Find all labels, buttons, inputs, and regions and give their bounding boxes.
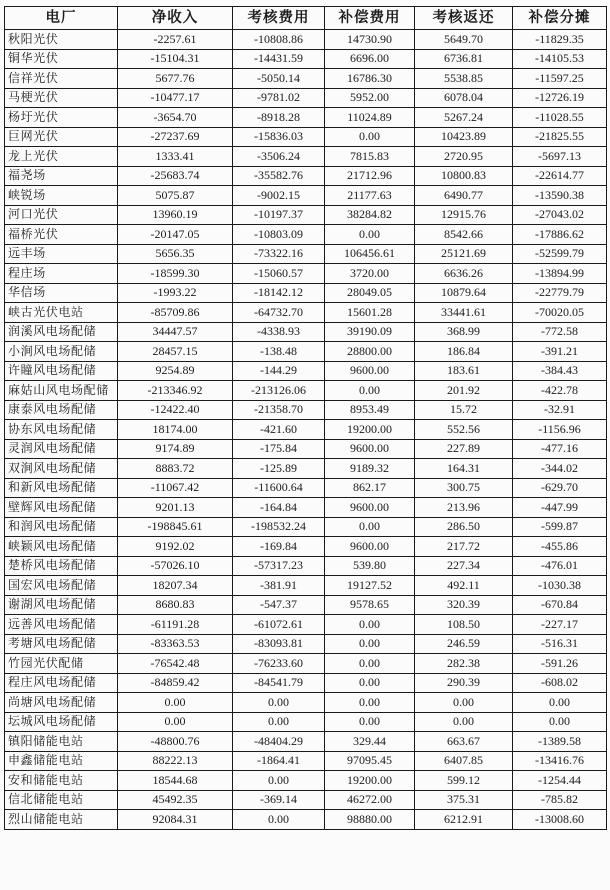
plant-name-cell: 尚塘风电场配储 — [5, 693, 118, 713]
table-row — [5, 30, 607, 50]
table-row — [5, 244, 607, 264]
value-cell-assessment-fee: -381.91 — [233, 576, 325, 596]
value-cell-net-income: 34447.57 — [118, 322, 233, 342]
value-cell-compensation-share: -516.31 — [513, 634, 607, 654]
value-cell-assessment-refund: 552.56 — [415, 420, 513, 440]
plant-name-cell: 坛城风电场配储 — [5, 712, 118, 732]
plant-name-cell: 竹园光伏配储 — [5, 654, 118, 674]
value-cell-assessment-refund: 201.92 — [415, 381, 513, 401]
table-row — [5, 342, 607, 362]
table-row — [5, 654, 607, 674]
value-cell-assessment-fee: -9781.02 — [233, 88, 325, 108]
value-cell-compensation-fee: 3720.00 — [325, 264, 415, 284]
value-cell-compensation-fee: 0.00 — [325, 225, 415, 245]
table-row — [5, 478, 607, 498]
value-cell-compensation-fee: 8953.49 — [325, 400, 415, 420]
value-cell-assessment-fee: 0.00 — [233, 810, 325, 830]
value-cell-assessment-refund: 164.31 — [415, 459, 513, 479]
col-header-compensation-fee: 补偿费用 — [325, 7, 415, 30]
value-cell-compensation-share: -1254.44 — [513, 771, 607, 791]
value-cell-compensation-fee: 21177.63 — [325, 186, 415, 206]
value-cell-compensation-fee: 0.00 — [325, 712, 415, 732]
value-cell-compensation-share: -785.82 — [513, 790, 607, 810]
plant-name-cell: 许瞳风电场配储 — [5, 361, 118, 381]
value-cell-net-income: -84859.42 — [118, 673, 233, 693]
value-cell-net-income: -1993.22 — [118, 283, 233, 303]
plant-name-cell: 双涧风电场配储 — [5, 459, 118, 479]
value-cell-compensation-share: -5697.13 — [513, 147, 607, 167]
value-cell-assessment-refund: 5649.70 — [415, 30, 513, 50]
value-cell-net-income: 5656.35 — [118, 244, 233, 264]
value-cell-assessment-fee: 0.00 — [233, 771, 325, 791]
table-row — [5, 771, 607, 791]
value-cell-assessment-refund: 6212.91 — [415, 810, 513, 830]
value-cell-assessment-fee: -3506.24 — [233, 147, 325, 167]
value-cell-assessment-refund: 6636.26 — [415, 264, 513, 284]
plant-name-cell: 峡古光伏电站 — [5, 303, 118, 323]
value-cell-net-income: 28457.15 — [118, 342, 233, 362]
table-header — [5, 7, 607, 30]
value-cell-assessment-fee: -15060.57 — [233, 264, 325, 284]
value-cell-compensation-fee: 9578.65 — [325, 595, 415, 615]
value-cell-assessment-fee: -61072.61 — [233, 615, 325, 635]
value-cell-assessment-fee: -1864.41 — [233, 751, 325, 771]
value-cell-assessment-refund: 217.72 — [415, 537, 513, 557]
plant-name-cell: 峡颖风电场配储 — [5, 537, 118, 557]
table-row — [5, 790, 607, 810]
value-cell-compensation-fee: 0.00 — [325, 517, 415, 537]
plant-name-cell: 福尧场 — [5, 166, 118, 186]
value-cell-assessment-refund: 10423.89 — [415, 127, 513, 147]
plant-name-cell: 楚桥风电场配储 — [5, 556, 118, 576]
value-cell-assessment-refund: 10800.83 — [415, 166, 513, 186]
value-cell-net-income: 92084.31 — [118, 810, 233, 830]
value-cell-compensation-fee: 15601.28 — [325, 303, 415, 323]
value-cell-net-income: -10477.17 — [118, 88, 233, 108]
value-cell-compensation-fee: 5952.00 — [325, 88, 415, 108]
value-cell-compensation-fee: 7815.83 — [325, 147, 415, 167]
plant-name-cell: 秋阳光伏 — [5, 30, 118, 50]
table-row — [5, 225, 607, 245]
value-cell-assessment-refund: 6407.85 — [415, 751, 513, 771]
plant-name-cell: 远丰场 — [5, 244, 118, 264]
value-cell-compensation-fee: 11024.89 — [325, 108, 415, 128]
value-cell-net-income: 13960.19 — [118, 205, 233, 225]
table-row — [5, 615, 607, 635]
plant-name-cell: 龙上光伏 — [5, 147, 118, 167]
table-row — [5, 693, 607, 713]
table-row — [5, 810, 607, 830]
value-cell-compensation-fee: 16786.30 — [325, 69, 415, 89]
value-cell-net-income: -2257.61 — [118, 30, 233, 50]
value-cell-net-income: -12422.40 — [118, 400, 233, 420]
value-cell-assessment-fee: -125.89 — [233, 459, 325, 479]
value-cell-net-income: 88222.13 — [118, 751, 233, 771]
plant-name-cell: 杨圩光伏 — [5, 108, 118, 128]
table-row — [5, 127, 607, 147]
value-cell-net-income: 9254.89 — [118, 361, 233, 381]
plant-name-cell: 信祥光伏 — [5, 69, 118, 89]
table-row — [5, 459, 607, 479]
value-cell-assessment-refund: 282.38 — [415, 654, 513, 674]
table-row — [5, 88, 607, 108]
plant-name-cell: 镇阳储能电站 — [5, 732, 118, 752]
value-cell-assessment-fee: -35582.76 — [233, 166, 325, 186]
plant-name-cell: 国宏风电场配储 — [5, 576, 118, 596]
value-cell-compensation-share: -22779.79 — [513, 283, 607, 303]
value-cell-assessment-refund: 320.39 — [415, 595, 513, 615]
value-cell-compensation-fee: 28049.05 — [325, 283, 415, 303]
value-cell-compensation-fee: 0.00 — [325, 615, 415, 635]
value-cell-compensation-share: -391.21 — [513, 342, 607, 362]
value-cell-compensation-share: -11028.55 — [513, 108, 607, 128]
value-cell-assessment-fee: -8918.28 — [233, 108, 325, 128]
value-cell-net-income: -61191.28 — [118, 615, 233, 635]
value-cell-compensation-share: -1389.58 — [513, 732, 607, 752]
table-row — [5, 322, 607, 342]
value-cell-compensation-share: -227.17 — [513, 615, 607, 635]
value-cell-net-income: 0.00 — [118, 693, 233, 713]
value-cell-assessment-refund: 183.61 — [415, 361, 513, 381]
value-cell-assessment-fee: -9002.15 — [233, 186, 325, 206]
value-cell-compensation-fee: 329.44 — [325, 732, 415, 752]
plant-name-cell: 福桥光伏 — [5, 225, 118, 245]
value-cell-assessment-refund: 368.99 — [415, 322, 513, 342]
value-cell-compensation-share: -629.70 — [513, 478, 607, 498]
value-cell-assessment-fee: -213126.06 — [233, 381, 325, 401]
value-cell-compensation-fee: 46272.00 — [325, 790, 415, 810]
value-cell-net-income: 45492.35 — [118, 790, 233, 810]
settlement-table — [4, 6, 607, 830]
plant-name-cell: 申鑫储能电站 — [5, 751, 118, 771]
value-cell-assessment-refund: 6078.04 — [415, 88, 513, 108]
value-cell-assessment-refund: 286.50 — [415, 517, 513, 537]
value-cell-assessment-fee: -421.60 — [233, 420, 325, 440]
table-row — [5, 283, 607, 303]
value-cell-net-income: 8680.83 — [118, 595, 233, 615]
value-cell-assessment-fee: 0.00 — [233, 712, 325, 732]
col-header-net-income: 净收入 — [118, 7, 233, 30]
value-cell-assessment-fee: -169.84 — [233, 537, 325, 557]
value-cell-compensation-fee: 9189.32 — [325, 459, 415, 479]
value-cell-compensation-fee: 97095.45 — [325, 751, 415, 771]
value-cell-compensation-share: -13894.99 — [513, 264, 607, 284]
value-cell-compensation-fee: 539.80 — [325, 556, 415, 576]
plant-name-cell: 考塘风电场配储 — [5, 634, 118, 654]
value-cell-assessment-refund: 227.34 — [415, 556, 513, 576]
value-cell-assessment-refund: 6490.77 — [415, 186, 513, 206]
value-cell-assessment-refund: 0.00 — [415, 693, 513, 713]
value-cell-assessment-fee: -73322.16 — [233, 244, 325, 264]
value-cell-compensation-share: -27043.02 — [513, 205, 607, 225]
plant-name-cell: 小涧风电场配储 — [5, 342, 118, 362]
value-cell-compensation-share: -670.84 — [513, 595, 607, 615]
value-cell-net-income: 9192.02 — [118, 537, 233, 557]
value-cell-assessment-fee: -4338.93 — [233, 322, 325, 342]
value-cell-compensation-share: -1156.96 — [513, 420, 607, 440]
table-row — [5, 556, 607, 576]
value-cell-compensation-share: 0.00 — [513, 693, 607, 713]
table-row — [5, 595, 607, 615]
value-cell-compensation-fee: 6696.00 — [325, 49, 415, 69]
value-cell-assessment-fee: -57317.23 — [233, 556, 325, 576]
value-cell-compensation-fee: 19127.52 — [325, 576, 415, 596]
value-cell-assessment-refund: 25121.69 — [415, 244, 513, 264]
value-cell-assessment-fee: -76233.60 — [233, 654, 325, 674]
value-cell-assessment-fee: -15836.03 — [233, 127, 325, 147]
value-cell-assessment-refund: 108.50 — [415, 615, 513, 635]
value-cell-assessment-refund: 6736.81 — [415, 49, 513, 69]
plant-name-cell: 协东风电场配储 — [5, 420, 118, 440]
value-cell-assessment-refund: 290.39 — [415, 673, 513, 693]
value-cell-net-income: 18174.00 — [118, 420, 233, 440]
value-cell-compensation-share: -13416.76 — [513, 751, 607, 771]
table-row — [5, 400, 607, 420]
value-cell-net-income: -15104.31 — [118, 49, 233, 69]
value-cell-net-income: 8883.72 — [118, 459, 233, 479]
value-cell-net-income: -57026.10 — [118, 556, 233, 576]
value-cell-assessment-refund: 15.72 — [415, 400, 513, 420]
value-cell-assessment-fee: -369.14 — [233, 790, 325, 810]
value-cell-net-income: 18207.34 — [118, 576, 233, 596]
value-cell-assessment-refund: 492.11 — [415, 576, 513, 596]
value-cell-net-income: -20147.05 — [118, 225, 233, 245]
value-cell-assessment-fee: -48404.29 — [233, 732, 325, 752]
value-cell-compensation-share: -32.91 — [513, 400, 607, 420]
value-cell-compensation-fee: 98880.00 — [325, 810, 415, 830]
value-cell-net-income: 9201.13 — [118, 498, 233, 518]
value-cell-assessment-fee: -21358.70 — [233, 400, 325, 420]
value-cell-compensation-share: -14105.53 — [513, 49, 607, 69]
table-row — [5, 303, 607, 323]
plant-name-cell: 麻姑山风电场配储 — [5, 381, 118, 401]
value-cell-compensation-fee: 862.17 — [325, 478, 415, 498]
plant-name-cell: 远善风电场配储 — [5, 615, 118, 635]
value-cell-assessment-fee: -164.84 — [233, 498, 325, 518]
value-cell-net-income: 9174.89 — [118, 439, 233, 459]
value-cell-net-income: 5677.76 — [118, 69, 233, 89]
plant-name-cell: 和新风电场配储 — [5, 478, 118, 498]
table-row — [5, 751, 607, 771]
table-row — [5, 166, 607, 186]
col-header-plant: 电厂 — [5, 7, 118, 30]
plant-name-cell: 康泰风电场配储 — [5, 400, 118, 420]
value-cell-assessment-refund: 12915.76 — [415, 205, 513, 225]
value-cell-assessment-fee: -547.37 — [233, 595, 325, 615]
value-cell-assessment-refund: 599.12 — [415, 771, 513, 791]
value-cell-compensation-share: -447.99 — [513, 498, 607, 518]
value-cell-compensation-fee: 19200.00 — [325, 420, 415, 440]
plant-name-cell: 程庄风电场配储 — [5, 673, 118, 693]
value-cell-compensation-share: -11829.35 — [513, 30, 607, 50]
value-cell-assessment-fee: -144.29 — [233, 361, 325, 381]
table-row — [5, 381, 607, 401]
col-header-assessment-fee: 考核费用 — [233, 7, 325, 30]
value-cell-assessment-fee: 0.00 — [233, 693, 325, 713]
value-cell-assessment-refund: 10879.64 — [415, 283, 513, 303]
value-cell-net-income: 5075.87 — [118, 186, 233, 206]
table-row — [5, 673, 607, 693]
plant-name-cell: 峡锐场 — [5, 186, 118, 206]
value-cell-compensation-fee: 19200.00 — [325, 771, 415, 791]
value-cell-assessment-fee: -84541.79 — [233, 673, 325, 693]
value-cell-net-income: 1333.41 — [118, 147, 233, 167]
value-cell-assessment-fee: -64732.70 — [233, 303, 325, 323]
value-cell-compensation-share: -12726.19 — [513, 88, 607, 108]
table-row — [5, 205, 607, 225]
table-row — [5, 634, 607, 654]
value-cell-compensation-share: -455.86 — [513, 537, 607, 557]
value-cell-assessment-fee: -14431.59 — [233, 49, 325, 69]
value-cell-compensation-fee: 0.00 — [325, 654, 415, 674]
plant-name-cell: 润溪风电场配储 — [5, 322, 118, 342]
value-cell-assessment-refund: 375.31 — [415, 790, 513, 810]
value-cell-assessment-fee: -5050.14 — [233, 69, 325, 89]
value-cell-compensation-share: 0.00 — [513, 712, 607, 732]
value-cell-compensation-fee: 9600.00 — [325, 361, 415, 381]
value-cell-net-income: -27237.69 — [118, 127, 233, 147]
value-cell-compensation-fee: 0.00 — [325, 127, 415, 147]
value-cell-net-income: -3654.70 — [118, 108, 233, 128]
table-row — [5, 186, 607, 206]
value-cell-compensation-fee: 0.00 — [325, 693, 415, 713]
table-row — [5, 732, 607, 752]
plant-name-cell: 铜华光伏 — [5, 49, 118, 69]
value-cell-assessment-refund: 5267.24 — [415, 108, 513, 128]
table-row — [5, 361, 607, 381]
value-cell-compensation-share: -1030.38 — [513, 576, 607, 596]
table-row — [5, 108, 607, 128]
value-cell-net-income: -85709.86 — [118, 303, 233, 323]
value-cell-compensation-fee: 0.00 — [325, 634, 415, 654]
value-cell-compensation-share: -17886.62 — [513, 225, 607, 245]
value-cell-assessment-refund: 300.75 — [415, 478, 513, 498]
value-cell-assessment-fee: -175.84 — [233, 439, 325, 459]
table-body — [5, 30, 607, 830]
value-cell-assessment-fee: -11600.64 — [233, 478, 325, 498]
col-header-assessment-refund: 考核返还 — [415, 7, 513, 30]
value-cell-compensation-share: -344.02 — [513, 459, 607, 479]
value-cell-net-income: 18544.68 — [118, 771, 233, 791]
value-cell-compensation-fee: 106456.61 — [325, 244, 415, 264]
value-cell-compensation-share: -422.78 — [513, 381, 607, 401]
table-row — [5, 264, 607, 284]
table-row — [5, 712, 607, 732]
value-cell-assessment-fee: -10197.37 — [233, 205, 325, 225]
table-row — [5, 49, 607, 69]
value-cell-net-income: -213346.92 — [118, 381, 233, 401]
value-cell-assessment-refund: 227.89 — [415, 439, 513, 459]
value-cell-assessment-refund: 186.84 — [415, 342, 513, 362]
value-cell-compensation-share: -608.02 — [513, 673, 607, 693]
plant-name-cell: 灵润风电场配储 — [5, 439, 118, 459]
value-cell-compensation-share: -599.87 — [513, 517, 607, 537]
value-cell-net-income: -198845.61 — [118, 517, 233, 537]
value-cell-assessment-fee: -83093.81 — [233, 634, 325, 654]
table-row — [5, 69, 607, 89]
value-cell-assessment-refund: 213.96 — [415, 498, 513, 518]
col-header-compensation-share: 补偿分摊 — [513, 7, 607, 30]
value-cell-assessment-refund: 0.00 — [415, 712, 513, 732]
value-cell-compensation-share: -22614.77 — [513, 166, 607, 186]
value-cell-compensation-fee: 39190.09 — [325, 322, 415, 342]
value-cell-assessment-refund: 663.67 — [415, 732, 513, 752]
plant-name-cell: 程庄场 — [5, 264, 118, 284]
value-cell-net-income: -25683.74 — [118, 166, 233, 186]
value-cell-net-income: -11067.42 — [118, 478, 233, 498]
plant-name-cell: 安和储能电站 — [5, 771, 118, 791]
value-cell-compensation-fee: 21712.96 — [325, 166, 415, 186]
value-cell-net-income: -83363.53 — [118, 634, 233, 654]
value-cell-compensation-fee: 9600.00 — [325, 498, 415, 518]
plant-name-cell: 华信场 — [5, 283, 118, 303]
value-cell-assessment-fee: -138.48 — [233, 342, 325, 362]
plant-name-cell: 河口光伏 — [5, 205, 118, 225]
value-cell-net-income: -48800.76 — [118, 732, 233, 752]
value-cell-compensation-fee: 9600.00 — [325, 537, 415, 557]
value-cell-compensation-fee: 0.00 — [325, 381, 415, 401]
value-cell-compensation-share: -11597.25 — [513, 69, 607, 89]
header-row — [5, 7, 607, 30]
value-cell-net-income: -18599.30 — [118, 264, 233, 284]
value-cell-net-income: -76542.48 — [118, 654, 233, 674]
value-cell-compensation-share: -21825.55 — [513, 127, 607, 147]
value-cell-assessment-refund: 2720.95 — [415, 147, 513, 167]
plant-name-cell: 和润风电场配储 — [5, 517, 118, 537]
value-cell-compensation-share: -477.16 — [513, 439, 607, 459]
value-cell-compensation-share: -13590.38 — [513, 186, 607, 206]
value-cell-compensation-fee: 9600.00 — [325, 439, 415, 459]
value-cell-compensation-share: -52599.79 — [513, 244, 607, 264]
value-cell-compensation-share: -70020.05 — [513, 303, 607, 323]
plant-name-cell: 马梗光伏 — [5, 88, 118, 108]
value-cell-assessment-refund: 33441.61 — [415, 303, 513, 323]
value-cell-assessment-fee: -10808.86 — [233, 30, 325, 50]
value-cell-compensation-share: -476.01 — [513, 556, 607, 576]
value-cell-compensation-share: -384.43 — [513, 361, 607, 381]
value-cell-assessment-fee: -10803.09 — [233, 225, 325, 245]
table-row — [5, 576, 607, 596]
value-cell-assessment-refund: 246.59 — [415, 634, 513, 654]
value-cell-compensation-share: -13008.60 — [513, 810, 607, 830]
table-row — [5, 420, 607, 440]
value-cell-compensation-fee: 38284.82 — [325, 205, 415, 225]
value-cell-compensation-fee: 28800.00 — [325, 342, 415, 362]
table-row — [5, 147, 607, 167]
table-row — [5, 439, 607, 459]
table-row — [5, 537, 607, 557]
table-row — [5, 517, 607, 537]
value-cell-assessment-refund: 8542.66 — [415, 225, 513, 245]
plant-name-cell: 壁辉风电场配储 — [5, 498, 118, 518]
value-cell-compensation-share: -591.26 — [513, 654, 607, 674]
plant-name-cell: 烈山储能电站 — [5, 810, 118, 830]
value-cell-net-income: 0.00 — [118, 712, 233, 732]
value-cell-compensation-fee: 14730.90 — [325, 30, 415, 50]
value-cell-compensation-fee: 0.00 — [325, 673, 415, 693]
plant-name-cell: 信北储能电站 — [5, 790, 118, 810]
table-row — [5, 498, 607, 518]
value-cell-assessment-fee: -198532.24 — [233, 517, 325, 537]
plant-name-cell: 巨网光伏 — [5, 127, 118, 147]
value-cell-assessment-fee: -18142.12 — [233, 283, 325, 303]
plant-name-cell: 谢湖风电场配储 — [5, 595, 118, 615]
value-cell-compensation-share: -772.58 — [513, 322, 607, 342]
value-cell-assessment-refund: 5538.85 — [415, 69, 513, 89]
